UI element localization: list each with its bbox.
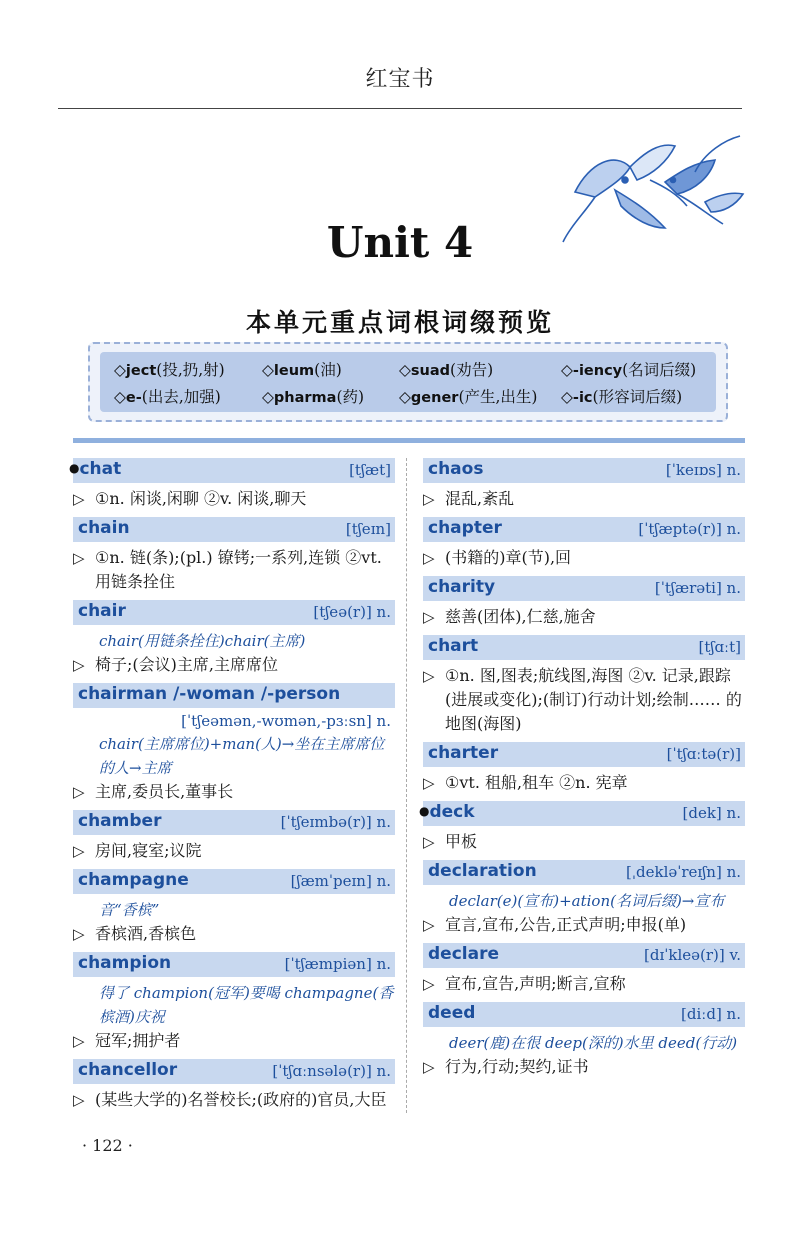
affix-row [114,385,706,411]
affix-row [114,358,706,384]
phonetic: [ˈtʃɑːnsələ(r)] n. [272,1062,391,1080]
headword: declare [428,944,499,964]
entry-chancellor [73,1059,395,1112]
entry-charter [423,742,745,795]
entry-declaration [423,860,745,937]
affix-item: ◇-iency(名词后缀) [561,361,697,379]
left-column [73,458,395,1118]
headword: chaos [428,459,484,479]
phonetic: [ˈtʃɑːtə(r)] [666,745,741,763]
headword: chamber [78,811,162,831]
page-number: · 122 · [82,1136,133,1155]
phonetic: [tʃeɪn] [345,520,391,538]
affix-preview-panel [100,352,716,412]
headword: champagne [78,870,189,890]
phonetic: [ˈtʃæmpiən] n. [284,955,391,973]
unit-title: Unit 4 [326,218,474,267]
entry-head [423,801,745,826]
entry-chamber [73,810,395,863]
entry-head [423,860,745,885]
affix-item: ◇gener(产生,出生) [399,388,538,406]
entry-declare [423,943,745,996]
phonetic: [ʃæmˈpeɪn] n. [290,872,391,890]
column-divider [406,458,407,1113]
phonetic: [dek] n. [682,804,741,822]
etymology: 音“香槟” [99,901,160,919]
definition: ▷ ①vt. 租船,租车 ②n. 宪章 [423,771,745,795]
entry-head [423,458,745,483]
affix-item: ◇suad(劝告) [399,361,494,379]
entry-deck [423,801,745,854]
entry-chat [73,458,395,511]
affix-item: ◇ject(投,扔,射) [114,361,225,379]
entry-head [423,943,745,968]
entry-head [73,1059,395,1084]
entry-head [73,869,395,894]
entry-head [423,635,745,660]
entry-head [423,517,745,542]
headword: chain [78,518,130,538]
definition: ▷ (书籍的)章(节),回 [423,546,745,570]
definition: ▷ 房间,寝室;议院 [73,839,395,863]
headword: deed [428,1003,476,1023]
definition: ▷ 椅子;(会议)主席,主席席位 [73,653,395,677]
definition: ▷ 混乱,紊乱 [423,487,745,511]
entry-champagne [73,869,395,946]
headword: charter [428,743,499,763]
affix-preview-box [88,342,728,422]
affix-item: ◇pharma(药) [262,388,365,406]
headword: chairman /-woman /-person [78,684,341,704]
entry-chart [423,635,745,736]
entry-chain [73,517,395,594]
headword: chart [428,636,479,656]
definition: ▷ 行为,行动;契约,证书 [423,1055,745,1079]
definition: ▷ ①n. 图,图表;航线图,海图 ②v. 记录,跟踪(进展或变化);(制订)行动计划;绘制…… 的地图(海图) [423,664,745,736]
etymology: chair(用链条拴住)chair(主席) [99,632,306,650]
header-rule [58,108,742,109]
phonetic: [diːd] n. [681,1005,741,1023]
definition: ▷ 宣言,宣布,公告,正式声明;申报(单) [423,913,745,937]
phonetic: [ˈtʃeəmən,-wʊmən,-pɜːsn] n. [181,712,391,730]
running-head: 红宝书 [365,67,435,92]
entry-head [73,952,395,977]
phonetic: [ˌdekləˈreɪʃn] n. [626,863,741,881]
headword: champion [78,953,172,973]
section-rule [73,438,745,443]
entry-deed [423,1002,745,1079]
entry-head [423,742,745,767]
entry-chairman [73,683,395,804]
phonetic: [tʃeə(r)] n. [313,603,391,621]
entry-chair [73,600,395,677]
entry-head [73,517,395,542]
headword: chapter [428,518,502,538]
phonetic: [tʃɑːt] [698,638,741,656]
entry-champion [73,952,395,1053]
entry-head [73,458,395,483]
preview-title: 本单元重点词根词缀预览 [245,308,554,337]
entry-head [423,576,745,601]
definition: ▷ 宣布,宣告,声明;断言,宣称 [423,972,745,996]
headword: chancellor [78,1060,178,1080]
phonetic: [tʃæt] [349,461,391,479]
definition: ▷ 慈善(团体),仁慈,施舍 [423,605,745,629]
phonetic: [ˈtʃærəti] n. [654,579,741,597]
entry-charity [423,576,745,629]
entry-head [73,683,395,708]
entry-head [73,810,395,835]
etymology: 得了 champion(冠军)要喝 champagne(香槟酒)庆祝 [99,984,394,1026]
phonetic: [dɪˈkleə(r)] v. [644,946,741,964]
headword: chair [78,601,126,621]
phonetic: [ˈtʃeɪmbə(r)] n. [280,813,391,831]
definition: ▷ 香槟酒,香槟色 [73,922,395,946]
affix-item: ◇e-(出去,加强) [114,388,221,406]
entry-head [423,1002,745,1027]
entry-head [73,600,395,625]
affix-item: ◇-ic(形容词后缀) [561,388,683,406]
definition: ▷ (某些大学的)名誉校长;(政府的)官员,大臣 [73,1088,395,1112]
definition: ▷ 冠军;拥护者 [73,1029,395,1053]
entry-chapter [423,517,745,570]
etymology: chair(主席席位)+man(人)→坐在主席席位的人→主席 [99,735,385,777]
definition: ▷ 主席,委员长,董事长 [73,780,395,804]
definition: ▷ ①n. 链(条);(pl.) 镣铐;一系列,连锁 ②vt. 用链条拴住 [73,546,395,594]
entry-chaos [423,458,745,511]
etymology: declar(e)(宣布)+ation(名词后缀)→宣布 [449,892,725,910]
headword: ● chat [78,459,121,479]
right-column [423,458,745,1085]
phonetic: [ˈtʃæptə(r)] n. [638,520,741,538]
headword: ● deck [428,802,475,822]
headword: declaration [428,861,537,881]
headword: charity [428,577,496,597]
etymology: deer(鹿)在很 deep(深的)水里 deed(行动) [449,1034,738,1052]
affix-item: ◇leum(油) [262,361,342,379]
definition: ▷ 甲板 [423,830,745,854]
phonetic: [ˈkeɪɒs] n. [665,461,741,479]
definition: ▷ ①n. 闲谈,闲聊 ②v. 闲谈,聊天 [73,487,395,511]
